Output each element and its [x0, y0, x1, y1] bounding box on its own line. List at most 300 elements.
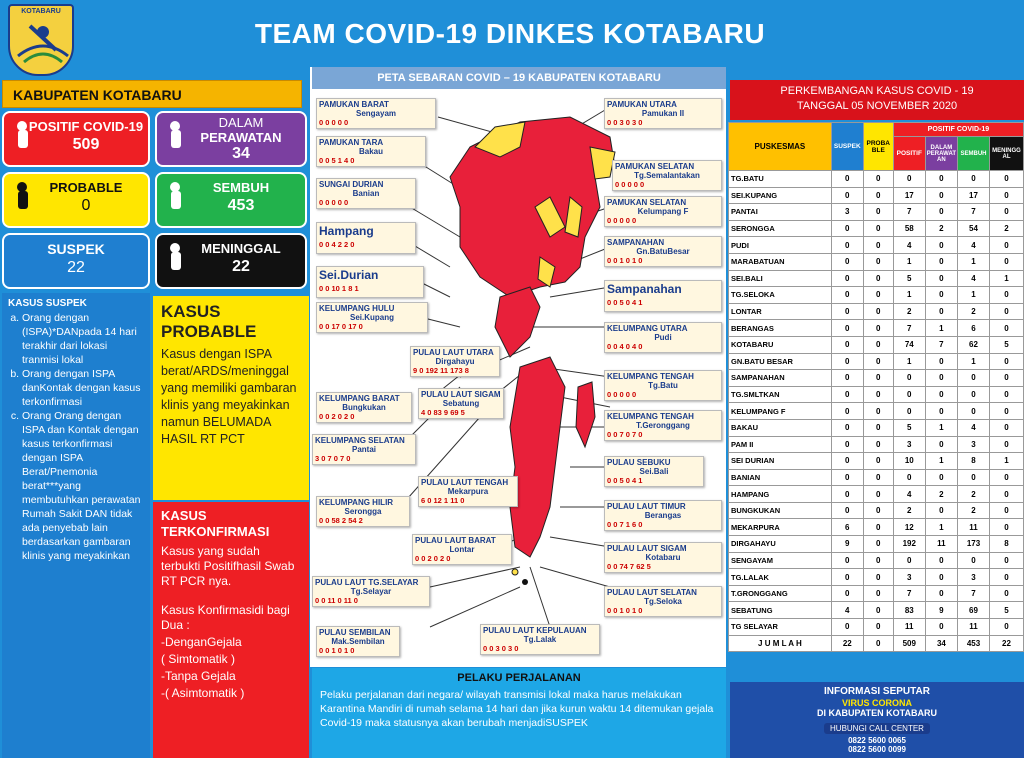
suspek-item: b. Orang dengan ISPA danKontak dengan kasus terkonfirmasi	[22, 367, 144, 409]
table-row	[729, 220, 1024, 237]
table-cell: GN.BATU BESAR	[729, 353, 832, 370]
map-label: Sei.Durian 0 0 10 1 8 1	[316, 266, 424, 298]
table-cell: 0	[831, 585, 863, 602]
table-cell: MEKARPURA	[729, 519, 832, 536]
table-cell: 1	[893, 253, 925, 270]
col-meninggal: MENINGG AL	[990, 137, 1024, 171]
table-cell: 7	[893, 204, 925, 221]
table-cell: 17	[958, 187, 990, 204]
konf-title2: TERKONFIRMASI	[161, 524, 270, 539]
table-row	[729, 519, 1024, 536]
table-cell: 0	[925, 287, 957, 304]
table-row	[729, 619, 1024, 636]
table-cell: 7	[958, 204, 990, 221]
meninggal-card	[155, 233, 307, 289]
table-cell: 0	[863, 602, 893, 619]
table-cell: TG.SMLTKAN	[729, 386, 832, 403]
table-cell: 0	[831, 336, 863, 353]
map-label: PULAU LAUT TIMUR Berangas 0 0 7 1 6 0	[604, 500, 722, 531]
positif-label: POSITIF COVID-19	[28, 119, 144, 134]
table-row	[729, 403, 1024, 420]
table-cell: 0	[990, 353, 1024, 370]
table-cell: 0	[863, 187, 893, 204]
table-cell: 0	[990, 619, 1024, 636]
total-cell: 22	[990, 635, 1024, 652]
suspek-card	[2, 233, 150, 289]
table-cell: 0	[863, 171, 893, 188]
table-cell: PANTAI	[729, 204, 832, 221]
map-label: KELUMPANG HILIR Serongga 0 0 58 2 54 2	[316, 496, 410, 527]
person-icon	[165, 182, 185, 218]
table-row	[729, 602, 1024, 619]
table-cell: 0	[990, 403, 1024, 420]
table-cell: 10	[893, 453, 925, 470]
table-cell: PAM II	[729, 436, 832, 453]
table-cell: 0	[863, 552, 893, 569]
table-cell: 0	[863, 303, 893, 320]
table-cell: SENGAYAM	[729, 552, 832, 569]
meninggal-value: 22	[232, 258, 250, 275]
probable-title2: PROBABLE	[161, 322, 257, 341]
table-cell: 0	[863, 287, 893, 304]
table-cell: 0	[925, 270, 957, 287]
table-cell: 0	[831, 220, 863, 237]
table-cell: 0	[863, 370, 893, 387]
table-cell: 0	[990, 585, 1024, 602]
table-row	[729, 204, 1024, 221]
table-cell: KELUMPANG F	[729, 403, 832, 420]
table-cell: 0	[990, 419, 1024, 436]
table-cell: 0	[863, 502, 893, 519]
table-cell: DIRGAHAYU	[729, 536, 832, 553]
table-cell: 0	[958, 403, 990, 420]
table-cell: HAMPANG	[729, 486, 832, 503]
table-cell: SEBATUNG	[729, 602, 832, 619]
total-cell: 22	[831, 635, 863, 652]
perk-line1: PERKEMBANGAN KASUS COVID - 19	[780, 85, 974, 97]
table-cell: 0	[863, 336, 893, 353]
table-cell: 0	[831, 253, 863, 270]
sembuh-card	[155, 172, 307, 228]
table-cell: SERONGGA	[729, 220, 832, 237]
table-cell: 3	[958, 569, 990, 586]
table-cell: 0	[925, 204, 957, 221]
table-cell: 0	[863, 237, 893, 254]
table-row	[729, 569, 1024, 586]
table-row	[729, 270, 1024, 287]
table-cell: 4	[831, 602, 863, 619]
table-cell: 2	[925, 486, 957, 503]
table-cell: 5	[990, 602, 1024, 619]
table-row	[729, 386, 1024, 403]
table-cell: 0	[831, 486, 863, 503]
table-cell: TG SELAYAR	[729, 619, 832, 636]
table-cell: 0	[990, 370, 1024, 387]
table-cell: 0	[925, 353, 957, 370]
table-cell: TG.BATU	[729, 171, 832, 188]
table-cell: 1	[925, 519, 957, 536]
table-cell: 0	[958, 386, 990, 403]
table-cell: 0	[863, 270, 893, 287]
table-cell: 7	[925, 336, 957, 353]
perkembangan-header	[730, 80, 1024, 120]
dalam-label1: DALAM	[218, 115, 264, 130]
table-cell: 1	[925, 419, 957, 436]
table-cell: 0	[925, 569, 957, 586]
table-cell: 3	[958, 436, 990, 453]
col-dalam: DALAM PERAWAT AN	[925, 137, 957, 171]
col-positif-group: POSITIF COVID-19	[893, 123, 1023, 137]
dalam-value: 34	[232, 145, 250, 162]
phone-2: 0822 5600 0099	[848, 745, 906, 754]
table-cell: 1	[925, 453, 957, 470]
table-cell: 0	[893, 552, 925, 569]
ppj-text: Pelaku perjalanan dari negara/ wilayah transmisi lokal maka harus melakukan Karantina Mandiri di rumah selama 14 hari dan jika kurun waktu 14 ditemukan gejala Covid-19 maka statusnya akan berubah menjadiSUSPEK	[320, 689, 714, 729]
person-icon	[12, 121, 32, 157]
table-cell: 0	[831, 419, 863, 436]
table-cell: 0	[990, 552, 1024, 569]
table-cell: 11	[958, 519, 990, 536]
table-cell: 0	[925, 403, 957, 420]
suspek-item: a. Orang dengan (ISPA)*DANpada 14 hari terakhir dari lokasi tranmisi lokal	[22, 311, 144, 367]
table-cell: 0	[863, 453, 893, 470]
table-cell: 0	[990, 171, 1024, 188]
logo-text: KOTABARU	[21, 8, 61, 15]
call-center-info	[730, 682, 1024, 758]
table-row	[729, 171, 1024, 188]
table-cell: 17	[893, 187, 925, 204]
table-row	[729, 436, 1024, 453]
table-cell: 0	[863, 253, 893, 270]
table-cell: 6	[831, 519, 863, 536]
konf-text4: ( Simtomatik )	[161, 652, 236, 666]
kasus-suspek-legend	[2, 293, 150, 758]
dalam-perawatan-card	[155, 111, 307, 167]
table-cell: 1	[990, 270, 1024, 287]
pelaku-perjalanan-box	[312, 668, 726, 758]
terkonfirmasi-legend	[153, 502, 309, 758]
table-cell: 69	[958, 602, 990, 619]
table-cell: 54	[958, 220, 990, 237]
call-center-label: HUBUNGI CALL CENTER	[824, 723, 930, 734]
table-cell: 1	[893, 287, 925, 304]
map-label: KELUMPANG SELATAN Pantai 3 0 7 0 7 0	[312, 434, 416, 465]
table-cell: 1	[893, 353, 925, 370]
table-cell: 0	[958, 370, 990, 387]
map-label: PULAU LAUT KEPULAUAN Tg.Lalak 0 0 3 0 3 0	[480, 624, 600, 655]
col-probable: PROBA BLE	[863, 123, 893, 171]
konf-text1: Kasus yang sudah terbukti Positifhasil Swab RT PCR nya.	[161, 544, 295, 588]
table-cell: 0	[863, 204, 893, 221]
konf-text5: -Tanpa Gejala	[161, 669, 236, 683]
table-cell: T.GRONGGANG	[729, 585, 832, 602]
table-cell: 0	[831, 370, 863, 387]
map-label: PULAU LAUT TENGAH Mekarpura 6 0 12 1 11 0	[418, 476, 518, 507]
table-cell: 0	[990, 204, 1024, 221]
table-cell: 0	[831, 287, 863, 304]
table-cell: 0	[925, 237, 957, 254]
table-cell: 7	[958, 585, 990, 602]
table-row	[729, 187, 1024, 204]
table-total-row	[729, 635, 1024, 652]
table-cell: 0	[925, 619, 957, 636]
table-row	[729, 486, 1024, 503]
col-puskesmas: PUSKESMAS	[729, 123, 832, 171]
map-label: PULAU SEBUKU Sei.Bali 0 0 5 0 4 1	[604, 456, 704, 487]
table-cell: TG.LALAK	[729, 569, 832, 586]
total-cell: 34	[925, 635, 957, 652]
table-cell: 0	[831, 436, 863, 453]
table-cell: SEI.KUPANG	[729, 187, 832, 204]
col-sembuh: SEMBUH	[958, 137, 990, 171]
map-label: KELUMPANG HULU Sei.Kupang 0 0 17 0 17 0	[316, 302, 428, 333]
table-cell: 5	[893, 270, 925, 287]
table-cell: 0	[863, 519, 893, 536]
table-cell: 0	[863, 486, 893, 503]
table-row	[729, 303, 1024, 320]
table-row	[729, 287, 1024, 304]
perk-line2: TANGGAL 05 NOVEMBER 2020	[796, 100, 958, 112]
table-cell: PUDI	[729, 237, 832, 254]
table-cell: 5	[893, 419, 925, 436]
table-cell: 0	[831, 469, 863, 486]
table-cell: 0	[863, 320, 893, 337]
table-row	[729, 237, 1024, 254]
table-cell: BUNGKUKAN	[729, 502, 832, 519]
table-cell: 0	[863, 585, 893, 602]
table-cell: 173	[958, 536, 990, 553]
table-cell: 0	[831, 386, 863, 403]
phone-1: 0822 5600 0065	[848, 736, 906, 745]
table-cell: 3	[831, 204, 863, 221]
map-label: KELUMPANG BARAT Bungkukan 0 0 2 0 2 0	[316, 392, 412, 423]
table-cell: 0	[925, 386, 957, 403]
table-cell: 0	[863, 469, 893, 486]
table-cell: 0	[925, 552, 957, 569]
table-cell: 0	[990, 303, 1024, 320]
table-row	[729, 502, 1024, 519]
table-cell: 0	[893, 370, 925, 387]
table-cell: 0	[925, 370, 957, 387]
table-cell: 0	[990, 237, 1024, 254]
table-cell: 0	[925, 303, 957, 320]
table-cell: 0	[958, 469, 990, 486]
table-row	[729, 536, 1024, 553]
suspek-label: SUSPEK	[47, 241, 105, 257]
table-cell: 0	[831, 237, 863, 254]
table-cell: KOTABARU	[729, 336, 832, 353]
konf-title1: KASUS	[161, 508, 207, 523]
table-cell: 0	[831, 453, 863, 470]
table-cell: 2	[958, 486, 990, 503]
table-cell: 0	[831, 320, 863, 337]
table-cell: 1	[925, 320, 957, 337]
meninggal-label: MENINGGAL	[201, 241, 281, 256]
table-cell: 0	[990, 187, 1024, 204]
table-cell: 4	[958, 237, 990, 254]
map-label: PULAU LAUT UTARA Dirgahayu 9 0 192 11 173 8	[410, 346, 500, 377]
table-cell: 4	[893, 237, 925, 254]
total-cell: 0	[863, 635, 893, 652]
kasus-suspek-title: KASUS SUSPEK	[8, 298, 87, 309]
table-cell: 0	[990, 386, 1024, 403]
table-cell: 0	[831, 403, 863, 420]
table-cell: SEI.BALI	[729, 270, 832, 287]
table-cell: 1	[958, 253, 990, 270]
table-cell: 192	[893, 536, 925, 553]
map-label: PULAU LAUT SELATAN Tg.Seloka 0 0 1 0 1 0	[604, 586, 722, 617]
table-cell: 2	[893, 303, 925, 320]
table-cell: 0	[925, 585, 957, 602]
table-cell: 0	[831, 187, 863, 204]
table-cell: 7	[893, 585, 925, 602]
table-cell: 58	[893, 220, 925, 237]
map-label: PAMUKAN SELATAN Kelumpang F 0 0 0 0 0	[604, 196, 722, 227]
map-label: KELUMPANG TENGAH T.Geronggang 0 0 7 0 7 0	[604, 410, 722, 441]
table-row	[729, 453, 1024, 470]
table-cell: 2	[958, 303, 990, 320]
map-label: KELUMPANG UTARA Pudi 0 0 4 0 4 0	[604, 322, 722, 353]
map-label: PULAU LAUT SIGAM Sebatung 4 0 83 9 69 5	[418, 388, 504, 419]
total-cell: J U M L A H	[729, 635, 832, 652]
map-label: Hampang 0 0 4 2 2 0	[316, 222, 416, 254]
probable-value: 0	[81, 197, 91, 214]
sembuh-label: SEMBUH	[212, 180, 270, 195]
table-cell: 0	[893, 469, 925, 486]
table-cell: 3	[893, 569, 925, 586]
map-label: SAMPANAHAN Gn.BatuBesar 0 0 1 0 1 0	[604, 236, 722, 267]
table-cell: 0	[831, 619, 863, 636]
map-label: PULAU SEMBILAN Mak.Sembilan 0 0 1 0 1 0	[316, 626, 400, 657]
table-cell: 11	[925, 536, 957, 553]
table-cell: MARABATUAN	[729, 253, 832, 270]
suspek-value: 22	[67, 259, 85, 276]
dalam-label2: PERAWATAN	[200, 130, 282, 145]
table-cell: 0	[990, 436, 1024, 453]
table-row	[729, 320, 1024, 337]
table-cell: 11	[958, 619, 990, 636]
map-label: SUNGAI DURIAN Banian 0 0 0 0 0	[316, 178, 416, 209]
table-cell: 1	[990, 453, 1024, 470]
total-cell: 509	[893, 635, 925, 652]
table-cell: SAMPANAHAN	[729, 370, 832, 387]
page-title: TEAM COVID-19 DINKES KOTABARU	[254, 18, 766, 49]
kotabaru-logo	[8, 4, 74, 76]
person-icon	[12, 182, 32, 218]
info-line2: VIRUS CORONA	[841, 698, 912, 708]
table-cell: 2	[893, 502, 925, 519]
table-cell: 0	[990, 569, 1024, 586]
ppj-title: PELAKU PERJALANAN	[457, 672, 581, 684]
table-cell: 74	[893, 336, 925, 353]
table-cell: BANIAN	[729, 469, 832, 486]
table-cell: 11	[893, 619, 925, 636]
table-row	[729, 469, 1024, 486]
table-cell: 0	[990, 502, 1024, 519]
sembuh-value: 453	[227, 197, 255, 214]
probable-title1: KASUS	[161, 302, 221, 321]
table-row	[729, 370, 1024, 387]
map-label: PULAU LAUT TG.SELAYAR Tg.Selayar 0 0 11 0 11 0	[312, 576, 430, 607]
table-cell: 2	[925, 220, 957, 237]
table-cell: 0	[863, 353, 893, 370]
info-line3: DI KABUPATEN KOTABARU	[817, 708, 937, 718]
map-title: PETA SEBARAN COVID – 19 KABUPATEN KOTABARU	[312, 67, 726, 89]
map-label: PAMUKAN SELATAN Tg.Semalantakan 0 0 0 0 0	[612, 160, 722, 191]
table-cell: 0	[925, 187, 957, 204]
logo-emblem-icon	[10, 6, 74, 76]
table-cell: 0	[863, 419, 893, 436]
konf-text6: -( Asimtomatik )	[161, 686, 245, 700]
table-cell: 0	[990, 519, 1024, 536]
table-cell: 0	[925, 253, 957, 270]
table-cell: 1	[958, 287, 990, 304]
positif-card	[2, 111, 150, 167]
table-row	[729, 552, 1024, 569]
table-row	[729, 253, 1024, 270]
table-cell: 1	[958, 353, 990, 370]
map-label: PULAU LAUT BARAT Lontar 0 0 2 0 2 0	[412, 534, 512, 565]
table-cell: 0	[990, 486, 1024, 503]
table-cell: 0	[893, 386, 925, 403]
map-label: PAMUKAN BARAT Sengayam 0 0 0 0 0	[316, 98, 436, 129]
map-label: PAMUKAN UTARA Pamukan II 0 0 3 0 3 0	[604, 98, 722, 129]
suspek-item: c. Orang Orang dengan ISPA dan Kontak dengan kasus terkonfirmasi dengan ISPA Berat/Pnemonia berat***yang membutuhkan perawatan Rumah Sakit DAN tidak ada penyebab lain berdasarkan gambaran klinis yang meyakinkan	[22, 409, 144, 563]
table-cell: 5	[990, 336, 1024, 353]
probable-legend	[153, 296, 309, 500]
table-cell: 0	[925, 502, 957, 519]
probable-label: PROBABLE	[49, 180, 123, 195]
table-cell: 9	[925, 602, 957, 619]
table-cell: 0	[893, 403, 925, 420]
table-cell: 4	[958, 270, 990, 287]
table-cell: BERANGAS	[729, 320, 832, 337]
table-cell: 0	[831, 353, 863, 370]
table-cell: 0	[893, 171, 925, 188]
table-cell: BAKAU	[729, 419, 832, 436]
table-row	[729, 419, 1024, 436]
table-cell: 2	[958, 502, 990, 519]
table-cell: 0	[831, 270, 863, 287]
table-cell: 0	[863, 436, 893, 453]
total-cell: 453	[958, 635, 990, 652]
map-label: PULAU LAUT SIGAM Kotabaru 0 0 74 7 62 5	[604, 542, 722, 573]
table-cell: 8	[990, 536, 1024, 553]
table-cell: 0	[863, 403, 893, 420]
table-cell: 0	[863, 386, 893, 403]
map-label: KELUMPANG TENGAH Tg.Batu 0 0 0 0 0	[604, 370, 722, 401]
table-cell: 0	[925, 436, 957, 453]
table-cell: 0	[925, 171, 957, 188]
col-suspek: SUSPEK	[831, 123, 863, 171]
table-cell: 0	[958, 552, 990, 569]
konf-text3: -DenganGejala	[161, 635, 242, 649]
col-positif: POSITIF	[893, 137, 925, 171]
table-cell: SEI DURIAN	[729, 453, 832, 470]
table-cell: 62	[958, 336, 990, 353]
table-cell: LONTAR	[729, 303, 832, 320]
table-cell: 0	[831, 502, 863, 519]
table-cell: 0	[831, 569, 863, 586]
table-cell: 2	[990, 220, 1024, 237]
table-cell: 3	[893, 436, 925, 453]
table-cell: 4	[958, 419, 990, 436]
table-cell: 0	[831, 552, 863, 569]
konf-text2: Kasus Konfirmasidi bagi Dua :	[161, 603, 290, 632]
table-cell: 0	[863, 619, 893, 636]
table-row	[729, 585, 1024, 602]
table-cell: 12	[893, 519, 925, 536]
